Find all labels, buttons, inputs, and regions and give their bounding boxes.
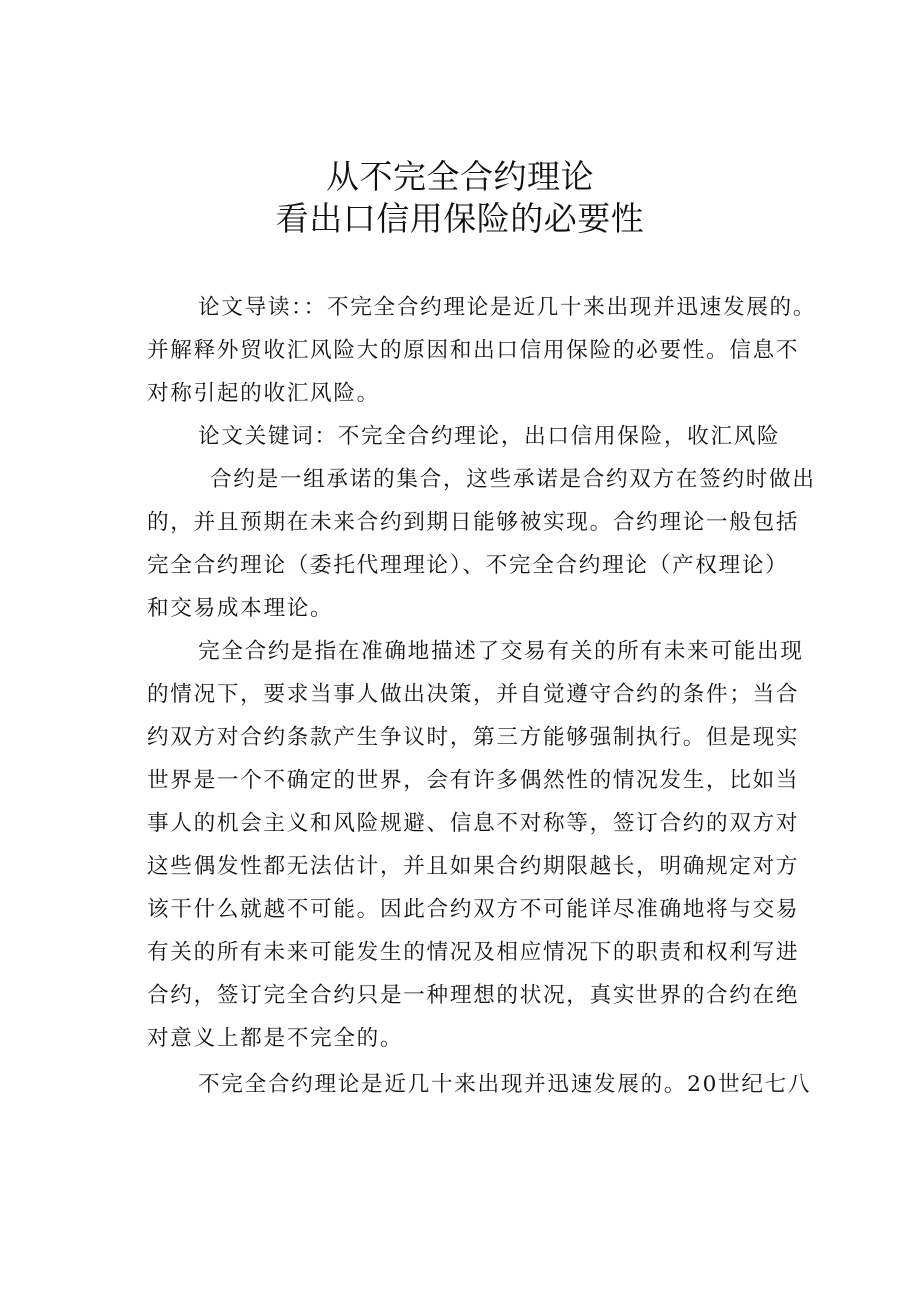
paragraph-2-line-8: 有关的所有未来可能发生的情况及相应情况下的职责和权利写进: [147, 940, 800, 965]
paragraph-2-line-9: 合约，签订完全合约只是一种理想的状况，真实世界的合约在绝: [147, 983, 800, 1008]
paragraph-2-line-5: 事人的机会主义和风险规避、信息不对称等，签订合约的双方对: [147, 811, 800, 836]
paragraph-2-line-1: 完全合约是指在准确地描述了交易有关的所有未来可能出现: [198, 639, 804, 664]
paragraph-1-line-2: 的，并且预期在未来合约到期日能够被实现。合约理论一般包括: [147, 510, 800, 535]
title-line-2: 看出口信用保险的必要性: [275, 199, 645, 238]
paragraph-1-line-4: 和交易成本理论。: [147, 596, 334, 621]
title-line-1: 从不完全合约理论: [326, 157, 594, 196]
paragraph-2-line-10: 对意义上都是不完全的。: [147, 1026, 404, 1051]
intro-line-2: 并解释外贸收汇风险大的原因和出口信用保险的必要性。信息不: [147, 338, 800, 363]
paragraph-2-line-2: 的情况下，要求当事人做出决策，并自觉遵守合约的条件；当合: [147, 682, 800, 707]
paragraph-3-line-1: 不完全合约理论是近几十来出现并迅速发展的。20世纪七八: [198, 1072, 812, 1097]
paragraph-1-line-1: 合约是一组承诺的集合，这些承诺是合约双方在签约时做出: [210, 467, 816, 492]
paragraph-1-line-3: 完全合约理论（委托代理理论）、不完全合约理论（产权理论）: [147, 553, 789, 578]
keywords-line: 论文关键词：不完全合约理论，出口信用保险，收汇风险: [198, 424, 781, 449]
intro-line-3: 对称引起的收汇风险。: [147, 381, 380, 406]
paragraph-2-line-6: 这些偶发性都无法估计，并且如果合约期限越长，明确规定对方: [147, 854, 800, 879]
paragraph-2-line-3: 约双方对合约条款产生争议时，第三方能够强制执行。但是现实: [147, 725, 800, 750]
paragraph-2-line-7: 该干什么就越不可能。因此合约双方不可能详尽准确地将与交易: [147, 897, 800, 922]
paragraph-2-line-4: 世界是一个不确定的世界，会有许多偶然性的情况发生，比如当: [147, 768, 800, 793]
intro-line-1: 论文导读：：不完全合约理论是近几十来出现并迅速发展的。: [198, 295, 817, 320]
